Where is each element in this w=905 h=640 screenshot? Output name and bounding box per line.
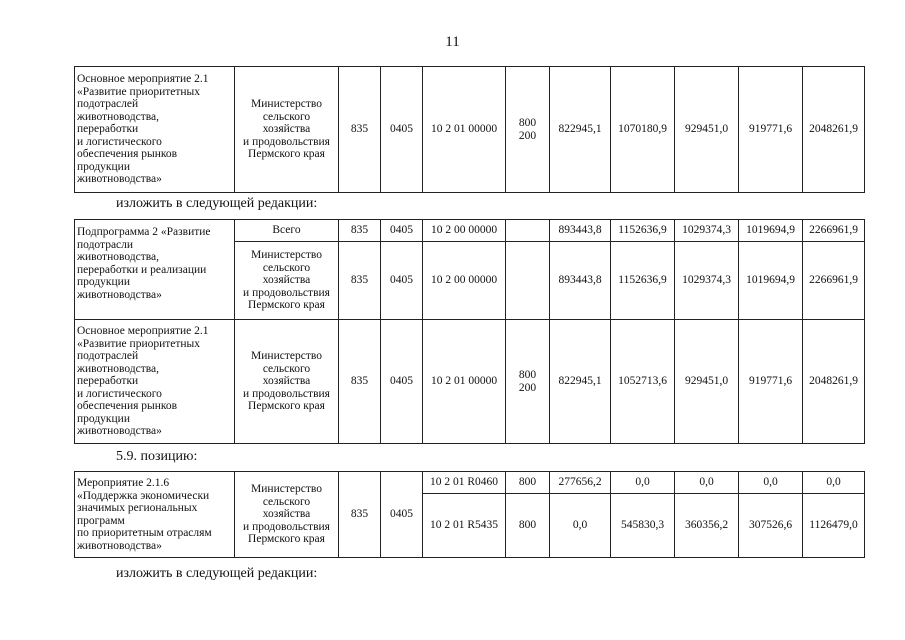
csr-cell: 10 2 00 00000 [423,242,506,320]
executor-cell: Всего [235,220,339,242]
value-cell-1: 277656,2 [550,472,611,494]
caption-position: 5.9. позицию: [116,449,198,464]
measure-name-cell: Основное мероприятие 2.1 «Развитие приоритетных подотраслей животноводства, переработки и логистического обеспечения рынков продукции животноводства» [75,67,235,193]
value-cell-2: 1052713,6 [611,320,675,444]
subprogram-name-cell: Подпрограмма 2 «Развитие подотрасли животноводства, переработки и реализации продукции животноводства» [75,220,235,320]
executor-cell: Министерство сельского хозяйства и продовольствия Пермского края [235,472,339,558]
grbs-cell: 835 [339,242,381,320]
vr-cell: 800 [506,494,550,558]
vr-cell [506,242,550,320]
vr-cell: 800 [506,472,550,494]
csr-cell: 10 2 01 00000 [423,67,506,193]
value-cell-1: 893443,8 [550,242,611,320]
value-cell-2: 1152636,9 [611,242,675,320]
vr-cell: 800 200 [506,67,550,193]
table-row [75,472,865,494]
rzpr-cell: 0405 [381,242,423,320]
vr-cell: 800 200 [506,320,550,444]
value-cell-3: 360356,2 [675,494,739,558]
value-cell-1: 822945,1 [550,320,611,444]
value-cell-4: 919771,6 [739,320,803,444]
grbs-cell: 835 [339,320,381,444]
value-cell-4: 0,0 [739,472,803,494]
table-row [75,320,865,444]
value-cell-2: 0,0 [611,472,675,494]
vr-cell [506,220,550,242]
value-cell-3: 929451,0 [675,67,739,193]
measure-name-cell: Мероприятие 2.1.6 «Поддержка экономически значимых региональных программ по приоритетным отраслям животноводства» [75,472,235,558]
rzpr-cell: 0405 [381,67,423,193]
csr-cell: 10 2 01 R0460 [423,472,506,494]
value-cell-5: 1126479,0 [803,494,865,558]
grbs-cell: 835 [339,472,381,558]
value-cell-3: 929451,0 [675,320,739,444]
value-cell-5: 2266961,9 [803,242,865,320]
value-cell-4: 919771,6 [739,67,803,193]
table-row [75,67,865,193]
grbs-cell: 835 [339,220,381,242]
value-cell-5: 0,0 [803,472,865,494]
table-event-2-1-6 [74,471,865,558]
value-cell-4: 307526,6 [739,494,803,558]
executor-cell: Министерство сельского хозяйства и продовольствия Пермского края [235,242,339,320]
value-cell-2: 1070180,9 [611,67,675,193]
value-cell-3: 0,0 [675,472,739,494]
value-cell-1: 893443,8 [550,220,611,242]
value-cell-2: 1152636,9 [611,220,675,242]
grbs-cell: 835 [339,67,381,193]
executor-cell: Министерство сельского хозяйства и продовольствия Пермского края [235,320,339,444]
table-new-subprogram [74,219,865,444]
value-cell-4: 1019694,9 [739,220,803,242]
value-cell-3: 1029374,3 [675,220,739,242]
rzpr-cell: 0405 [381,472,423,558]
page-number: 11 [445,34,460,50]
csr-cell: 10 2 01 00000 [423,320,506,444]
value-cell-1: 822945,1 [550,67,611,193]
value-cell-5: 2048261,9 [803,320,865,444]
caption-new-edition-1: изложить в следующей редакции: [116,196,318,211]
table-row [75,220,865,242]
value-cell-1: 0,0 [550,494,611,558]
csr-cell: 10 2 01 R5435 [423,494,506,558]
value-cell-4: 1019694,9 [739,242,803,320]
measure-name-cell: Основное мероприятие 2.1 «Развитие приоритетных подотраслей животноводства, переработки и логистического обеспечения рынков продукции животноводства» [75,320,235,444]
value-cell-3: 1029374,3 [675,242,739,320]
table-current-main-event [74,66,865,193]
rzpr-cell: 0405 [381,220,423,242]
value-cell-5: 2048261,9 [803,67,865,193]
value-cell-2: 545830,3 [611,494,675,558]
rzpr-cell: 0405 [381,320,423,444]
caption-new-edition-2: изложить в следующей редакции: [116,566,318,581]
executor-cell: Министерство сельского хозяйства и продовольствия Пермского края [235,67,339,193]
csr-cell: 10 2 00 00000 [423,220,506,242]
value-cell-5: 2266961,9 [803,220,865,242]
